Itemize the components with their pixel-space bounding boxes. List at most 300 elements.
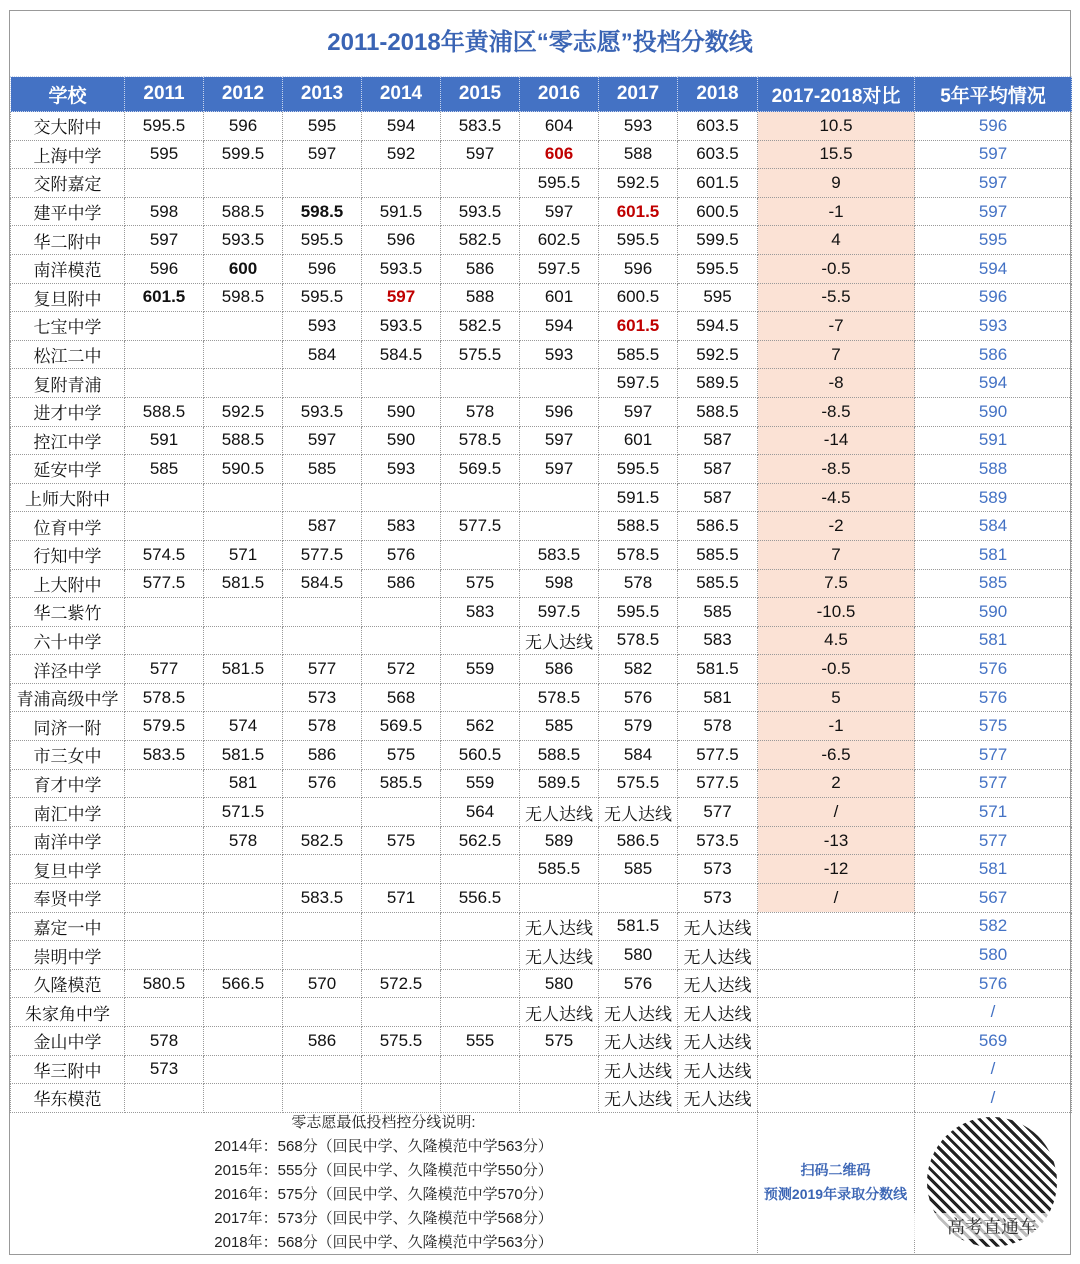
score-cell bbox=[125, 855, 204, 884]
score-cell bbox=[441, 369, 520, 398]
score-cell: 581.5 bbox=[599, 912, 678, 941]
diff-cell: -7 bbox=[758, 312, 915, 341]
score-cell: 569.5 bbox=[441, 455, 520, 484]
score-cell: 603.5 bbox=[678, 112, 758, 141]
column-header: 2016 bbox=[520, 77, 599, 112]
table-row bbox=[11, 283, 1072, 312]
score-cell: 573 bbox=[678, 884, 758, 913]
score-cell: 585 bbox=[678, 598, 758, 627]
score-cell bbox=[520, 512, 599, 541]
school-name: 复旦中学 bbox=[11, 855, 125, 884]
average-cell: 590 bbox=[915, 598, 1072, 627]
score-cell: 595.5 bbox=[520, 169, 599, 198]
score-cell bbox=[362, 626, 441, 655]
score-cell bbox=[362, 483, 441, 512]
diff-cell: / bbox=[758, 884, 915, 913]
score-cell bbox=[204, 369, 283, 398]
table-row bbox=[11, 855, 1072, 884]
diff-cell: 15.5 bbox=[758, 140, 915, 169]
score-cell: 598.5 bbox=[204, 283, 283, 312]
score-cell: 无人达线 bbox=[599, 1055, 678, 1084]
score-cell: 579 bbox=[599, 712, 678, 741]
score-cell bbox=[599, 884, 678, 913]
score-cell bbox=[362, 1055, 441, 1084]
score-cell: 575.5 bbox=[441, 340, 520, 369]
score-cell: 581.5 bbox=[204, 655, 283, 684]
score-cell bbox=[125, 512, 204, 541]
diff-cell: 9 bbox=[758, 169, 915, 198]
score-cell: 590 bbox=[362, 397, 441, 426]
diff-cell: -13 bbox=[758, 826, 915, 855]
score-cell: 593.5 bbox=[204, 226, 283, 255]
score-cell bbox=[362, 1084, 441, 1113]
score-cell: 572 bbox=[362, 655, 441, 684]
score-cell: 597 bbox=[520, 197, 599, 226]
score-cell: 588.5 bbox=[204, 197, 283, 226]
score-cell: 597 bbox=[125, 226, 204, 255]
score-cell bbox=[204, 1084, 283, 1113]
score-cell: 570 bbox=[283, 969, 362, 998]
score-cell: 595.5 bbox=[599, 455, 678, 484]
school-name: 松江二中 bbox=[11, 340, 125, 369]
average-cell: 588 bbox=[915, 455, 1072, 484]
average-cell: 589 bbox=[915, 483, 1072, 512]
score-cell bbox=[204, 483, 283, 512]
score-cell: 597.5 bbox=[599, 369, 678, 398]
score-cell: 600 bbox=[204, 254, 283, 283]
average-cell: 575 bbox=[915, 712, 1072, 741]
score-cell: 588.5 bbox=[125, 397, 204, 426]
score-cell: 578 bbox=[678, 712, 758, 741]
score-cell bbox=[204, 598, 283, 627]
score-cell: 575.5 bbox=[362, 1027, 441, 1056]
table-row bbox=[11, 112, 1072, 141]
diff-cell: 4 bbox=[758, 226, 915, 255]
average-cell: 577 bbox=[915, 769, 1072, 798]
scan-prompt bbox=[757, 1111, 915, 1253]
score-cell: 595.5 bbox=[283, 226, 362, 255]
table-row bbox=[11, 741, 1072, 770]
school-name: 华东模范 bbox=[11, 1084, 125, 1113]
diff-cell: -8.5 bbox=[758, 397, 915, 426]
diff-cell bbox=[758, 1027, 915, 1056]
school-name: 上大附中 bbox=[11, 569, 125, 598]
diff-cell: 5 bbox=[758, 683, 915, 712]
diff-cell bbox=[758, 969, 915, 998]
score-cell bbox=[204, 912, 283, 941]
score-cell bbox=[125, 369, 204, 398]
score-cell: 593.5 bbox=[283, 397, 362, 426]
score-cell bbox=[204, 1055, 283, 1084]
score-cell: 无人达线 bbox=[599, 998, 678, 1027]
score-cell: 无人达线 bbox=[678, 941, 758, 970]
score-cell: 579.5 bbox=[125, 712, 204, 741]
score-cell: 596 bbox=[125, 254, 204, 283]
scan-line1: 扫码二维码 bbox=[800, 1162, 871, 1178]
score-cell bbox=[125, 769, 204, 798]
school-name: 南洋模范 bbox=[11, 254, 125, 283]
average-cell: 581 bbox=[915, 540, 1072, 569]
score-cell bbox=[520, 369, 599, 398]
score-cell: 585.5 bbox=[678, 540, 758, 569]
score-cell: 593.5 bbox=[441, 197, 520, 226]
score-cell: 559 bbox=[441, 769, 520, 798]
school-name: 延安中学 bbox=[11, 455, 125, 484]
score-cell: 593 bbox=[283, 312, 362, 341]
score-cell: 无人达线 bbox=[599, 798, 678, 827]
score-cell: 583 bbox=[441, 598, 520, 627]
table-row bbox=[11, 626, 1072, 655]
diff-cell bbox=[758, 1084, 915, 1113]
score-cell: 无人达线 bbox=[520, 912, 599, 941]
average-cell: 580 bbox=[915, 941, 1072, 970]
score-cell: 560.5 bbox=[441, 741, 520, 770]
score-cell: 584 bbox=[283, 340, 362, 369]
score-cell: 无人达线 bbox=[678, 1055, 758, 1084]
score-cell bbox=[283, 1055, 362, 1084]
score-cell: 595.5 bbox=[599, 598, 678, 627]
table-row bbox=[11, 512, 1072, 541]
score-cell: 587 bbox=[678, 426, 758, 455]
score-cell bbox=[362, 941, 441, 970]
score-cell bbox=[204, 998, 283, 1027]
score-cell: 582.5 bbox=[441, 312, 520, 341]
diff-cell: -4.5 bbox=[758, 483, 915, 512]
average-cell: 597 bbox=[915, 140, 1072, 169]
score-cell: 585 bbox=[520, 712, 599, 741]
school-name: 华三附中 bbox=[11, 1055, 125, 1084]
score-cell: 566.5 bbox=[204, 969, 283, 998]
score-cell: 562 bbox=[441, 712, 520, 741]
score-cell: 584.5 bbox=[283, 569, 362, 598]
score-cell: 575 bbox=[362, 741, 441, 770]
average-cell: 586 bbox=[915, 340, 1072, 369]
score-cell: 597 bbox=[520, 455, 599, 484]
column-header: 学校 bbox=[11, 77, 125, 112]
score-cell: 596 bbox=[283, 254, 362, 283]
score-cell: 601 bbox=[520, 283, 599, 312]
score-cell: 584 bbox=[599, 741, 678, 770]
score-cell: 600.5 bbox=[678, 197, 758, 226]
score-cell: 578.5 bbox=[599, 540, 678, 569]
score-cell bbox=[125, 884, 204, 913]
score-cell bbox=[125, 826, 204, 855]
score-cell bbox=[283, 169, 362, 198]
table-row bbox=[11, 912, 1072, 941]
score-cell: 590 bbox=[362, 426, 441, 455]
score-cell: 588.5 bbox=[678, 397, 758, 426]
score-cell: 571.5 bbox=[204, 798, 283, 827]
score-cell bbox=[441, 169, 520, 198]
score-cell bbox=[362, 598, 441, 627]
score-cell: 602.5 bbox=[520, 226, 599, 255]
score-cell: 588 bbox=[441, 283, 520, 312]
column-header: 2014 bbox=[362, 77, 441, 112]
score-cell: 578 bbox=[599, 569, 678, 598]
score-cell bbox=[204, 1027, 283, 1056]
average-cell: 582 bbox=[915, 912, 1072, 941]
average-cell: 581 bbox=[915, 855, 1072, 884]
score-cell: 597 bbox=[599, 397, 678, 426]
score-cell bbox=[362, 998, 441, 1027]
score-cell: 无人达线 bbox=[520, 998, 599, 1027]
school-name: 上海中学 bbox=[11, 140, 125, 169]
score-cell: 575 bbox=[362, 826, 441, 855]
score-cell: 无人达线 bbox=[678, 998, 758, 1027]
average-cell: 576 bbox=[915, 969, 1072, 998]
score-cell bbox=[441, 855, 520, 884]
score-cell: 581.5 bbox=[204, 741, 283, 770]
score-cell bbox=[441, 998, 520, 1027]
score-cell: 583.5 bbox=[441, 112, 520, 141]
average-cell: 585 bbox=[915, 569, 1072, 598]
score-cell bbox=[283, 483, 362, 512]
score-cell: 603.5 bbox=[678, 140, 758, 169]
score-cell: 无人达线 bbox=[520, 798, 599, 827]
score-cell: 无人达线 bbox=[520, 941, 599, 970]
table-row bbox=[11, 397, 1072, 426]
score-cell: 596 bbox=[362, 226, 441, 255]
score-cell: 576 bbox=[599, 969, 678, 998]
school-name: 奉贤中学 bbox=[11, 884, 125, 913]
average-cell: / bbox=[915, 1084, 1072, 1113]
score-cell: 无人达线 bbox=[678, 912, 758, 941]
average-cell: / bbox=[915, 998, 1072, 1027]
score-cell: 593 bbox=[520, 340, 599, 369]
score-cell: 无人达线 bbox=[599, 1084, 678, 1113]
score-cell: 578 bbox=[283, 712, 362, 741]
score-cell: 597.5 bbox=[520, 598, 599, 627]
score-cell: 576 bbox=[283, 769, 362, 798]
score-cell: 574.5 bbox=[125, 540, 204, 569]
score-cell bbox=[125, 483, 204, 512]
qr-code-area[interactable] bbox=[914, 1111, 1070, 1253]
table-row bbox=[11, 969, 1072, 998]
score-cell: 578.5 bbox=[125, 683, 204, 712]
score-cell bbox=[204, 884, 283, 913]
table-row bbox=[11, 312, 1072, 341]
score-cell: 596 bbox=[599, 254, 678, 283]
score-cell: 598 bbox=[125, 197, 204, 226]
score-cell: 594 bbox=[362, 112, 441, 141]
diff-cell: 7 bbox=[758, 540, 915, 569]
average-cell: 571 bbox=[915, 798, 1072, 827]
school-name: 育才中学 bbox=[11, 769, 125, 798]
score-cell: 577.5 bbox=[678, 741, 758, 770]
score-cell bbox=[362, 912, 441, 941]
average-cell: 577 bbox=[915, 741, 1072, 770]
score-cell bbox=[362, 798, 441, 827]
score-cell: 578.5 bbox=[441, 426, 520, 455]
table-row bbox=[11, 369, 1072, 398]
score-cell: 586.5 bbox=[678, 512, 758, 541]
score-cell: 600.5 bbox=[599, 283, 678, 312]
average-cell: 576 bbox=[915, 655, 1072, 684]
score-cell: 595.5 bbox=[599, 226, 678, 255]
column-header: 2012 bbox=[204, 77, 283, 112]
score-cell: 599.5 bbox=[204, 140, 283, 169]
score-cell: 596 bbox=[520, 397, 599, 426]
average-cell: 594 bbox=[915, 369, 1072, 398]
school-name: 复附青浦 bbox=[11, 369, 125, 398]
score-cell: 无人达线 bbox=[599, 1027, 678, 1056]
header-row bbox=[11, 77, 1072, 112]
school-name: 洋泾中学 bbox=[11, 655, 125, 684]
diff-cell: -2 bbox=[758, 512, 915, 541]
diff-cell: -1 bbox=[758, 712, 915, 741]
column-header: 2013 bbox=[283, 77, 362, 112]
school-name: 市三女中 bbox=[11, 741, 125, 770]
diff-cell bbox=[758, 998, 915, 1027]
average-cell: 591 bbox=[915, 426, 1072, 455]
score-cell: 573.5 bbox=[678, 826, 758, 855]
school-name: 建平中学 bbox=[11, 197, 125, 226]
score-cell: 588 bbox=[599, 140, 678, 169]
column-header: 2017 bbox=[599, 77, 678, 112]
average-cell: 584 bbox=[915, 512, 1072, 541]
table-row bbox=[11, 455, 1072, 484]
score-table bbox=[10, 76, 1072, 1113]
score-cell bbox=[441, 1055, 520, 1084]
average-cell: 597 bbox=[915, 169, 1072, 198]
score-cell: 595 bbox=[283, 112, 362, 141]
diff-cell: -10.5 bbox=[758, 598, 915, 627]
diff-cell: -8.5 bbox=[758, 455, 915, 484]
score-cell bbox=[204, 169, 283, 198]
score-cell: 588.5 bbox=[204, 426, 283, 455]
score-cell bbox=[125, 1084, 204, 1113]
score-cell bbox=[283, 626, 362, 655]
score-cell bbox=[520, 483, 599, 512]
page-title: 2011-2018年黄浦区“零志愿”投档分数线 bbox=[327, 29, 753, 56]
score-cell: 568 bbox=[362, 683, 441, 712]
score-cell: 556.5 bbox=[441, 884, 520, 913]
score-cell: 583 bbox=[362, 512, 441, 541]
score-cell: 587 bbox=[678, 483, 758, 512]
table-row bbox=[11, 769, 1072, 798]
score-cell: 592.5 bbox=[599, 169, 678, 198]
notes-line: 2018年：568分（回民中学、久隆模范中学563分） bbox=[214, 1234, 553, 1251]
score-cell bbox=[283, 998, 362, 1027]
score-cell: 586 bbox=[520, 655, 599, 684]
score-cell: 580.5 bbox=[125, 969, 204, 998]
score-cell bbox=[204, 683, 283, 712]
score-cell: 598 bbox=[520, 569, 599, 598]
score-cell bbox=[283, 1084, 362, 1113]
diff-cell: -8 bbox=[758, 369, 915, 398]
score-cell: 578.5 bbox=[520, 683, 599, 712]
school-name: 上师大附中 bbox=[11, 483, 125, 512]
diff-cell: 7.5 bbox=[758, 569, 915, 598]
school-name: 同济一附 bbox=[11, 712, 125, 741]
score-cell: 593 bbox=[362, 455, 441, 484]
score-cell: 573 bbox=[283, 683, 362, 712]
score-cell: 585 bbox=[599, 855, 678, 884]
score-cell: 586 bbox=[441, 254, 520, 283]
score-cell: 598.5 bbox=[283, 197, 362, 226]
table-row bbox=[11, 197, 1072, 226]
school-name: 行知中学 bbox=[11, 540, 125, 569]
table-row bbox=[11, 598, 1072, 627]
score-cell bbox=[441, 1084, 520, 1113]
score-cell: 601.5 bbox=[125, 283, 204, 312]
score-cell: 559 bbox=[441, 655, 520, 684]
score-cell bbox=[125, 912, 204, 941]
score-cell: 596 bbox=[204, 112, 283, 141]
school-name: 崇明中学 bbox=[11, 941, 125, 970]
average-cell: 590 bbox=[915, 397, 1072, 426]
score-cell bbox=[204, 941, 283, 970]
score-cell bbox=[125, 998, 204, 1027]
score-cell: 595.5 bbox=[125, 112, 204, 141]
score-cell: 597 bbox=[362, 283, 441, 312]
diff-cell bbox=[758, 941, 915, 970]
diff-cell bbox=[758, 912, 915, 941]
score-cell: 580 bbox=[599, 941, 678, 970]
score-cell bbox=[441, 483, 520, 512]
score-cell bbox=[125, 169, 204, 198]
score-cell bbox=[362, 169, 441, 198]
score-cell bbox=[125, 598, 204, 627]
table-row bbox=[11, 426, 1072, 455]
score-cell: 589.5 bbox=[678, 369, 758, 398]
score-cell: 581 bbox=[678, 683, 758, 712]
score-cell bbox=[441, 683, 520, 712]
score-cell: 578.5 bbox=[599, 626, 678, 655]
score-cell bbox=[362, 855, 441, 884]
score-cell bbox=[204, 340, 283, 369]
score-cell: 571 bbox=[362, 884, 441, 913]
table-row bbox=[11, 1055, 1072, 1084]
table-row bbox=[11, 998, 1072, 1027]
notes-line: 2014年：568分（回民中学、久隆模范中学563分） bbox=[214, 1138, 553, 1155]
score-cell bbox=[283, 369, 362, 398]
score-cell: 585.5 bbox=[520, 855, 599, 884]
score-cell bbox=[441, 941, 520, 970]
column-header: 2018 bbox=[678, 77, 758, 112]
score-cell: 583.5 bbox=[125, 741, 204, 770]
score-cell: 597 bbox=[283, 140, 362, 169]
school-name: 南洋中学 bbox=[11, 826, 125, 855]
table-row bbox=[11, 540, 1072, 569]
table-row bbox=[11, 1084, 1072, 1113]
score-cell: 586 bbox=[283, 741, 362, 770]
score-cell: 595 bbox=[678, 283, 758, 312]
table-row bbox=[11, 340, 1072, 369]
school-name: 进才中学 bbox=[11, 397, 125, 426]
score-cell: 592 bbox=[362, 140, 441, 169]
score-cell: 589 bbox=[520, 826, 599, 855]
score-cell bbox=[125, 340, 204, 369]
score-cell: 587 bbox=[283, 512, 362, 541]
school-name: 交大附中 bbox=[11, 112, 125, 141]
score-cell: 597 bbox=[283, 426, 362, 455]
table-row bbox=[11, 169, 1072, 198]
score-cell: 577 bbox=[125, 655, 204, 684]
notes-line: 2015年：555分（回民中学、久隆模范中学550分） bbox=[214, 1162, 553, 1179]
school-name: 复旦附中 bbox=[11, 283, 125, 312]
score-cell: 593.5 bbox=[362, 254, 441, 283]
school-name: 朱家角中学 bbox=[11, 998, 125, 1027]
score-cell: 577.5 bbox=[678, 769, 758, 798]
score-cell bbox=[204, 626, 283, 655]
score-cell: 590.5 bbox=[204, 455, 283, 484]
score-cell: 586 bbox=[362, 569, 441, 598]
score-cell bbox=[520, 1055, 599, 1084]
score-cell: 无人达线 bbox=[678, 1027, 758, 1056]
diff-cell: 7 bbox=[758, 340, 915, 369]
score-cell bbox=[204, 855, 283, 884]
